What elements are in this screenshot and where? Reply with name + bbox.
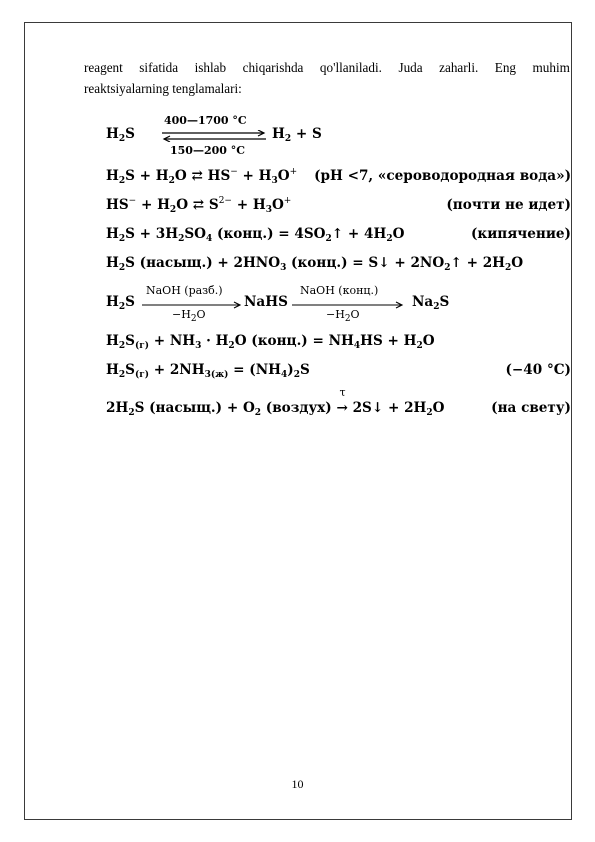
reaction-3 [106, 197, 571, 213]
r2-equation: $H_2S + H_2O$ ⇄ $HS^- + H_3O^+$ [106, 167, 298, 186]
reaction-2 [106, 168, 571, 184]
reaction-5 [106, 255, 571, 271]
intro-line-2: reaktsiyalarning tenglamalari: [84, 81, 242, 96]
r9-equation: $2H_2S$ (насыщ.) + $O_2$ (воздух) τ → 2S↓ + $2H_2O$ [106, 386, 445, 418]
intro-word: zaharli. [439, 60, 479, 75]
r4-equation: $H_2S + 3H_2SO_4$ (конц.) = $4SO_2↑ + 4H_2O$ [106, 226, 405, 244]
r1-product: $H_2 + S$ [272, 126, 322, 144]
r7-equation: $H_2S_{(г)} + NH_3 \cdot H_2O$ (конц.) = $NH_4HS + H_2O$ [106, 333, 435, 351]
intro-word: reagent [84, 60, 123, 75]
reaction-4 [106, 226, 571, 242]
reaction-8 [106, 362, 571, 378]
intro-word: ishlab [194, 60, 227, 75]
r1-reactant: $H_2S$ [106, 126, 135, 144]
reaction-6 [106, 284, 526, 328]
r9-note: (на свету) [491, 400, 571, 416]
r1-condition-top: 400—1700 °C [164, 114, 247, 127]
intro-word: chiqarishda [242, 60, 304, 75]
equilibrium-arrow-icon [160, 130, 268, 142]
intro-paragraph [84, 57, 570, 99]
r8-note: (−40 °C) [505, 362, 571, 378]
reaction-9 [106, 386, 571, 418]
reaction-1 [106, 114, 406, 162]
r6-reactant: $H_2S$ [106, 294, 135, 312]
r3-equation: $HS^- + H_2O$ ⇄ $S^{2-} + H_3O^+$ [106, 196, 292, 215]
arrow-right-icon: → [336, 400, 348, 416]
intro-word: qo'llaniladi. [319, 60, 382, 75]
r3-note: (почти не идет) [446, 197, 571, 213]
r4-note: (кипячение) [470, 226, 571, 242]
r6-product: $Na_2S$ [412, 294, 450, 312]
intro-line-1 [84, 57, 570, 78]
intro-word: muhim [532, 60, 570, 75]
r8-equation: $H_2S_{(г)} + 2NH_{3(ж)} = (NH_4)_2S$ [106, 362, 310, 380]
intro-word: Eng [494, 60, 517, 75]
r6-arrow1-bottom: $-H_2O$ [172, 308, 206, 324]
r2-note: (pH <7, «сероводородная вода») [314, 168, 571, 184]
r5-equation: $H_2S$ (насыщ.) + $2HNO_3$ (конц.) = S↓ + $2NO_2↑ + 2H_2O$ [106, 255, 524, 273]
r1-condition-bottom: 150—200 °C [170, 144, 246, 157]
intro-word: Juda [398, 60, 423, 75]
intro-word: sifatida [139, 60, 179, 75]
r6-arrow2-top: NaOH (конц.) [300, 284, 379, 297]
page-number: 10 [291, 777, 304, 791]
reaction-7 [106, 333, 571, 349]
r9-arrow-label: τ [339, 386, 346, 399]
r6-intermediate: NaHS [244, 294, 288, 310]
r6-arrow2-bottom: $-H_2O$ [326, 308, 360, 324]
r6-arrow1-top: NaOH (разб.) [146, 284, 223, 297]
